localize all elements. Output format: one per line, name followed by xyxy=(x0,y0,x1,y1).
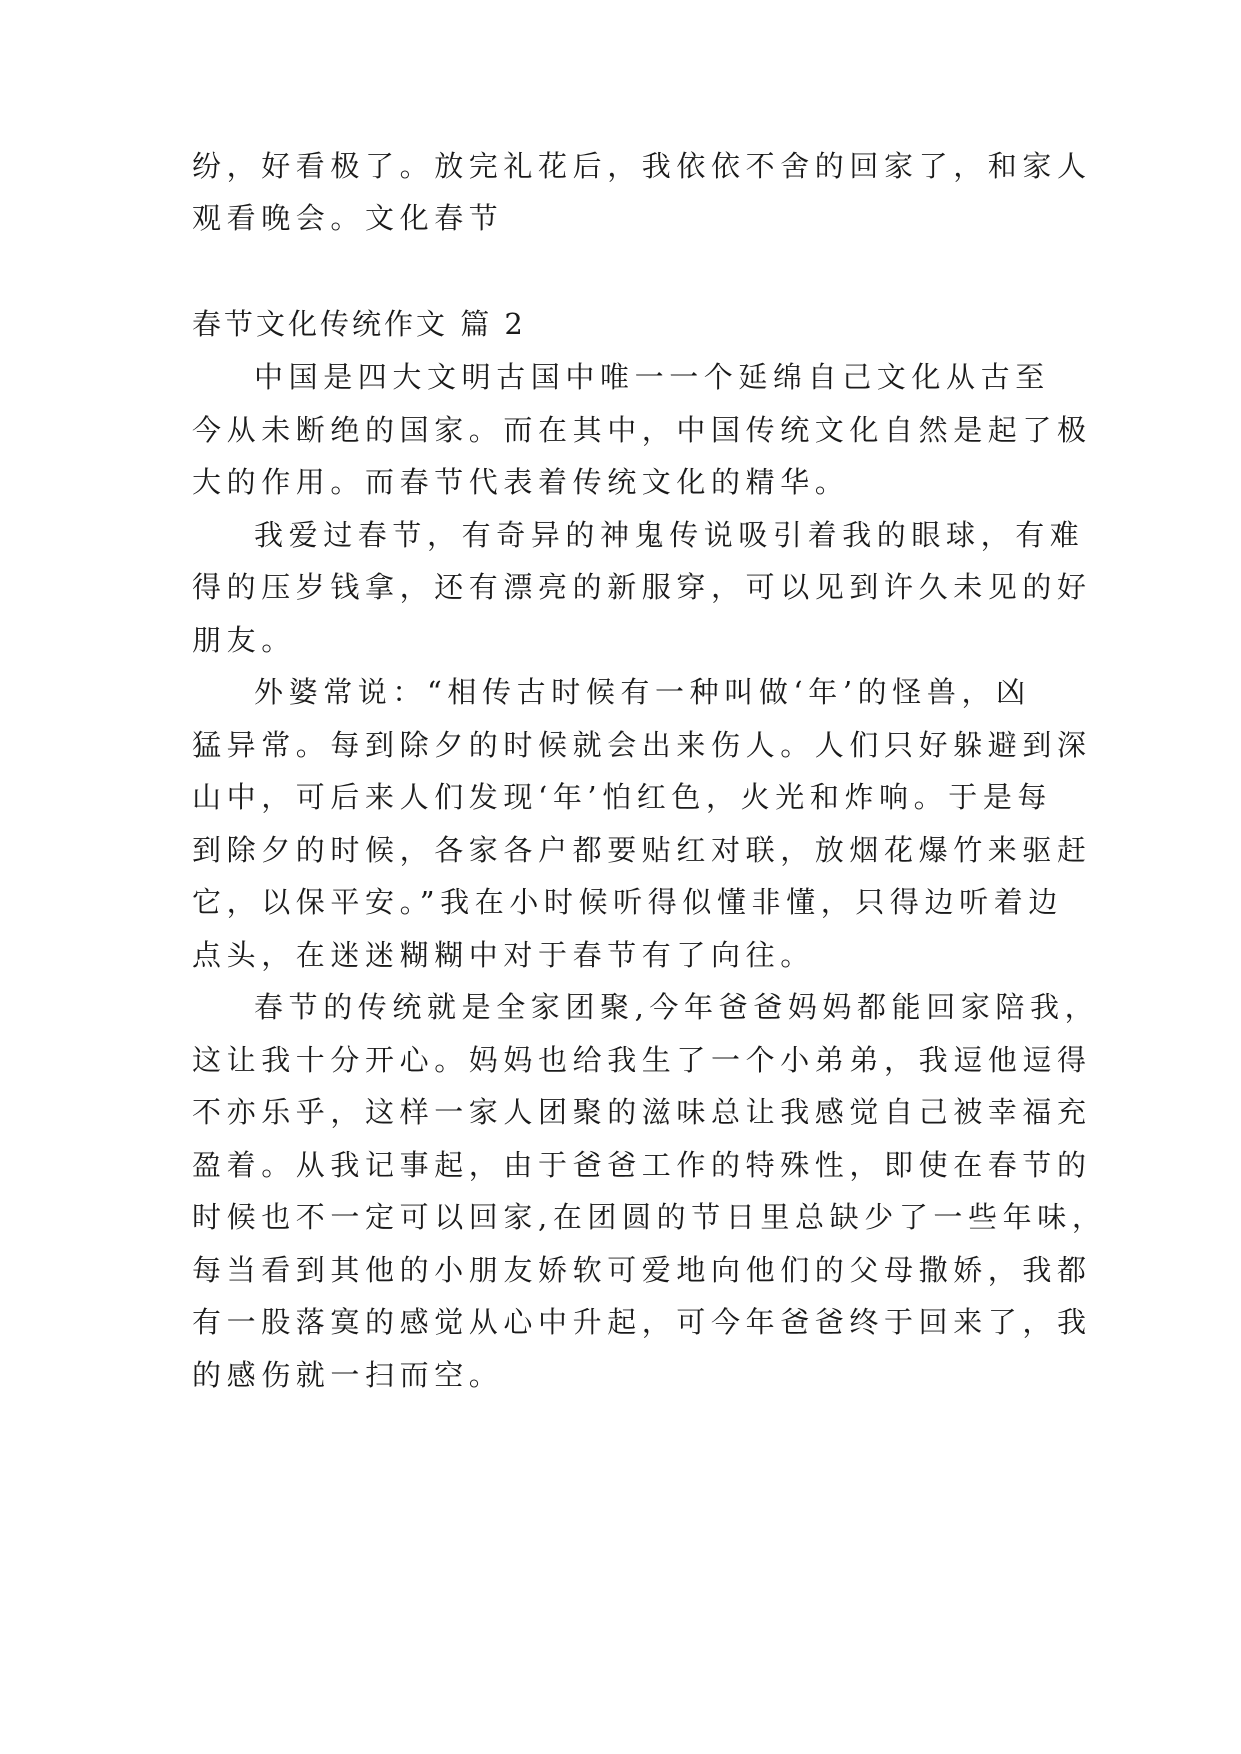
paragraph-3-line: 到除夕的时候，各家各户都要贴红对联，放烟花爆竹来驱赶 xyxy=(192,833,1092,867)
text-line: 观看晚会。文化春节 xyxy=(192,201,504,235)
paragraph-3-line: 山中，可后来人们发现‘年’怕红色，火光和炸响。于是每 xyxy=(192,780,1053,814)
paragraph-4-line: 春节的传统就是全家团聚,今年爸爸妈妈都能回家陪我， xyxy=(254,990,1100,1024)
paragraph-3-line: 猛异常。每到除夕的时候就会出来伤人。人们只好躲避到深 xyxy=(192,728,1092,762)
paragraph-3-line: 点头，在迷迷糊糊中对于春节有了向往。 xyxy=(192,938,815,972)
paragraph-2-line: 得的压岁钱拿，还有漂亮的新服穿，可以见到许久未见的好 xyxy=(192,570,1092,604)
paragraph-4-line: 这让我十分开心。妈妈也给我生了一个小弟弟，我逗他逗得 xyxy=(192,1043,1092,1077)
paragraph-4-line: 时候也不一定可以回家,在团圆的节日里总缺少了一些年味， xyxy=(192,1200,1107,1234)
paragraph-3-line: 外婆常说：“相传古时候有一种叫做‘年’的怪兽，凶 xyxy=(254,675,1031,709)
paragraph-4-line: 有一股落寞的感觉从心中升起，可今年爸爸终于回来了，我 xyxy=(192,1305,1092,1339)
text-line: 纷，好看极了。放完礼花后，我依依不舍的回家了，和家人 xyxy=(192,149,1092,183)
paragraph-4-line: 盈着。从我记事起，由于爸爸工作的特殊性，即使在春节的 xyxy=(192,1148,1092,1182)
paragraph-2-line: 我爱过春节，有奇异的神鬼传说吸引着我的眼球，有难 xyxy=(254,518,1085,552)
paragraph-1-line: 中国是四大文明古国中唯一一个延绵自己文化从古至 xyxy=(254,360,1050,394)
paragraph-2-line: 朋友。 xyxy=(192,623,296,657)
paragraph-4-line: 不亦乐乎，这样一家人团聚的滋味总让我感觉自己被幸福充 xyxy=(192,1095,1092,1129)
paragraph-4-line: 每当看到其他的小朋友娇软可爱地向他们的父母撒娇，我都 xyxy=(192,1253,1092,1287)
paragraph-1-line: 今从未断绝的国家。而在其中，中国传统文化自然是起了极 xyxy=(192,413,1092,447)
paragraph-3-line: 它，以保平安。”我在小时候听得似懂非懂，只得边听着边 xyxy=(192,885,1063,919)
paragraph-1-line: 大的作用。而春节代表着传统文化的精华。 xyxy=(192,465,850,499)
paragraph-4-line: 的感伤就一扫而空。 xyxy=(192,1358,504,1392)
section-heading: 春节文化传统作文 篇 2 xyxy=(192,307,526,341)
